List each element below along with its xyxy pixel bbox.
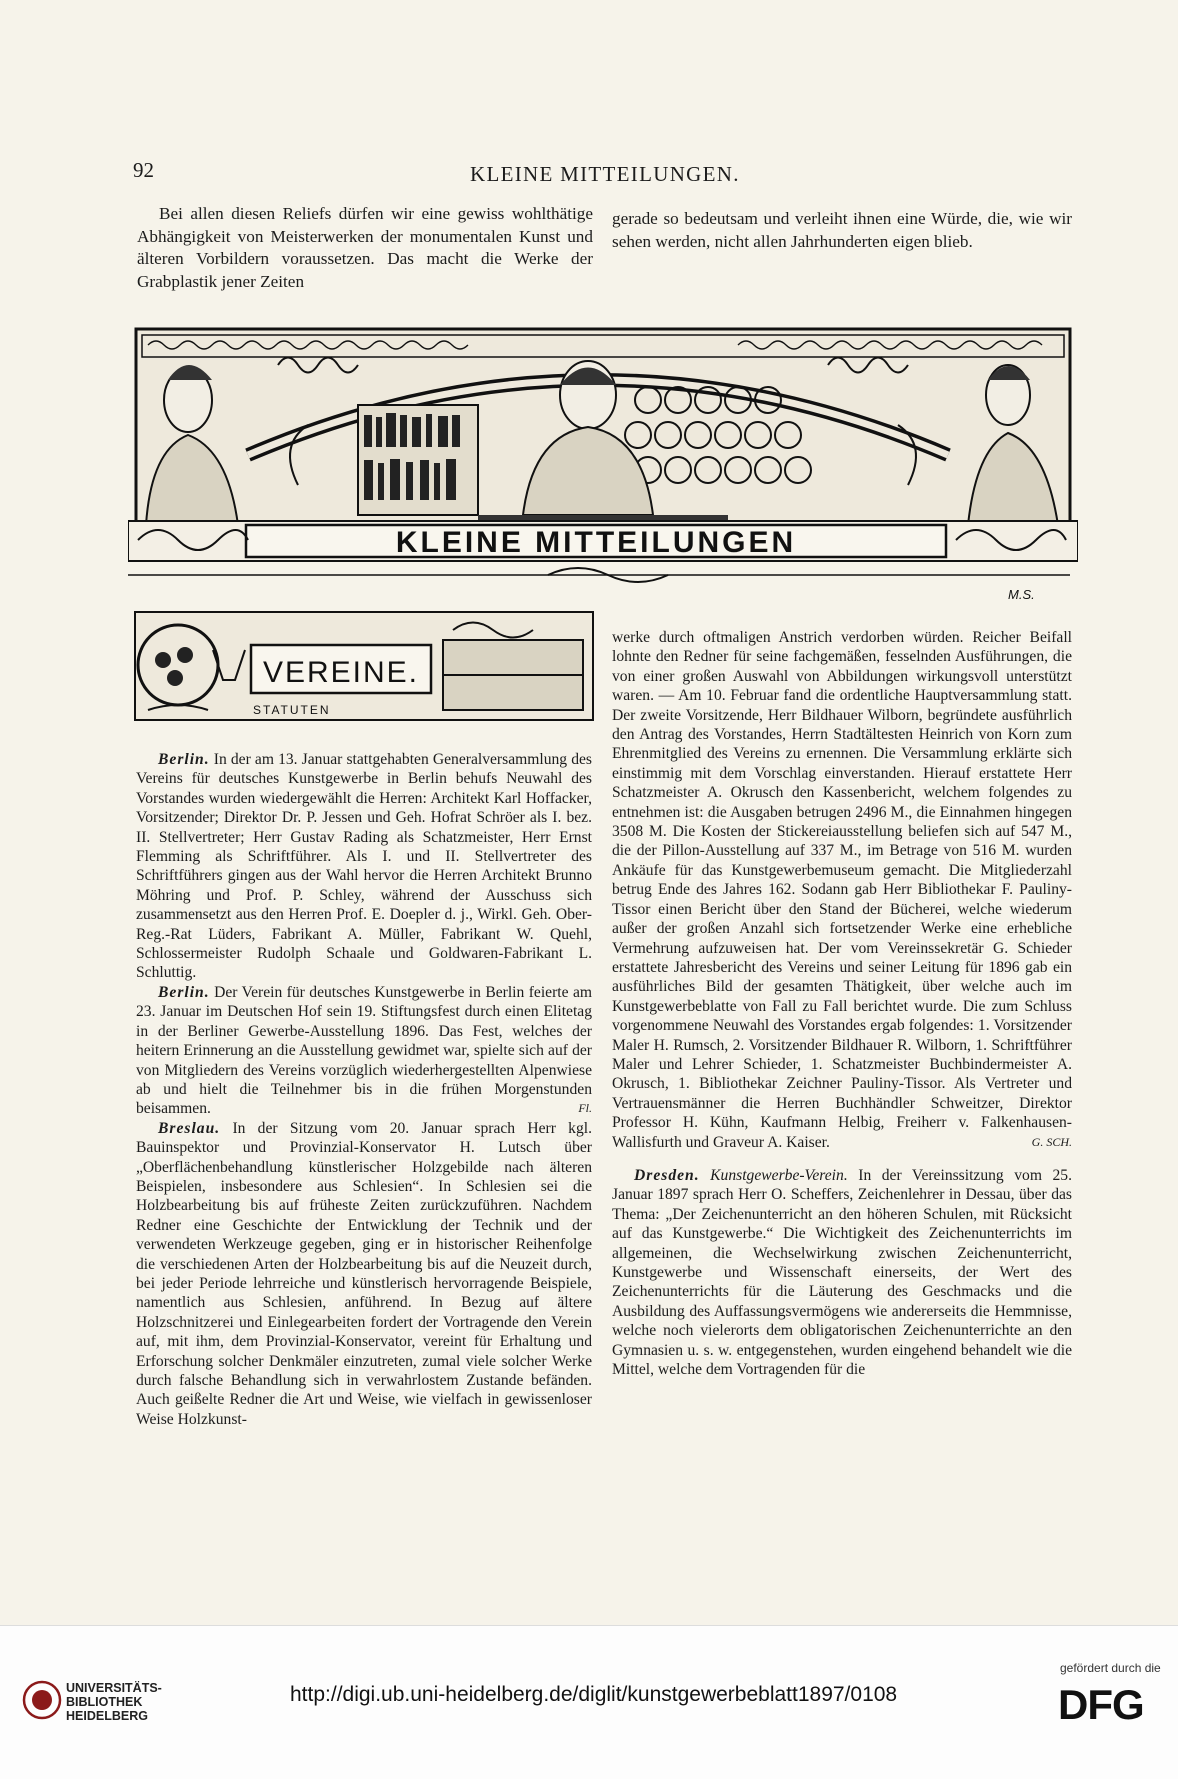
statuten-label: STATUTEN [253,703,331,717]
vereine-title: VEREINE. [262,656,420,689]
intro-right-column [612,208,1072,253]
kleine-mitteilungen-banner [128,325,1078,603]
right-column [612,628,1072,1379]
entry-dresden: Dresden. Kunstgewerbe-Verein. In der Vereinssitzung vom 25. Januar 1897 sprach Herr O. Scheffers, Zeichenlehrer in Dessau, über das Thema: „Der Zeichenunterricht an den höheren Schulen, mit Rücksicht auf das Kunstgewerbe.“ Die Wichtigkeit des Zeichenunterrichts im allgemeinen, die Wechselwirkung zwischen Zeichenunterricht, Kunstgewerbe und Wissenschaft einerseits, der Wert des Zeichenunterrichts für die Läuterung des Geschmacks und die Ausbildung des Auffassungsvermögens wie andererseits die Hemmnisse, welche noch vielerorts dem obligatorischen Zeichenunterrichte an den Gymnasien u. s. w. entgegenstehen, wurden eingehend behandelt wie die Mittel, welche dem Vortragenden für die [612,1166,1072,1379]
vereine-header-ornament [133,610,595,725]
banner-title: KLEINE MITTEILUNGEN [395,526,797,559]
intro-left-column [137,203,593,293]
dfg-logo[interactable]: DFG [1058,1681,1144,1728]
entry-berlin-2: Berlin. Der Verein für deutsches Kunstgewerbe in Berlin feierte am 23. Januar im Deutschen Hof sein 19. Stiftungsfest durch einen Elitetag in der Berliner Gewerbe-Ausstellung 1896. Das Fest, welches der heitern Erinnerung an die Ausstellung gewidmet war, spielte sich auf der von Mitgliedern des Vereins vorzüglich wiederhergestellten Alpenwiese ab und hielt die Teilnehmer bis in die frühen Morgenstunden beisammen. Fl. [136,983,592,1118]
university-seal-icon [22,1680,62,1720]
banner-monogram: M.S. [1008,587,1035,602]
sponsor-text: gefördert durch die [1060,1661,1161,1675]
entry-berlin-1: Berlin. In der am 13. Januar stattgehabten Generalversammlung des Vereins für deutsches Kunstgewerbe in Berlin behufs Neuwahl des Vorstandes wurden wiedergewählt die Herren: Architekt Karl Hoffacker, Vorsitzender; Direktor Dr. P. Jessen und Geh. Hofrat Schröer als I. bez. II. Stellvertreter; Herr Gustav Rading als Schatzmeister, Herr Ernst Flemming als Schriftführer. Als I. und II. Stellvertreter des Schriftführers gingen aus der Wahl hervor die Herren Architekt Brunno Möhring und Prof. P. Schley, während der Ausschuss sich zusammensetzt aus den Herren Prof. E. Doepler d. j., Wirkl. Geh. Ober-Reg.-Rat Lüders, Fabrikant A. Müller, Fabrikant W. Quehl, Schlossermeister Rudolph Schaale und Goldwaren-Fabrikant L. Schluttig. [136,751,593,982]
left-column [136,750,592,1429]
intro-left-text: Bei allen diesen Reliefs dürfen wir eine gewiss wohlthätige Abhängigkeit von Meisterwerken der monumentalen Kunst und älteren Vorbildern voraussetzen. Das macht die Werke der Grabplastik jener Zeiten [137,204,593,291]
entry-breslau: Breslau. In der Sitzung vom 20. Januar sprach Herr kgl. Bauinspektor und Provinzial-Konservator H. Lutsch über „Oberflächenbehandlung künstlerischer Holzgebilde nach älteren Beispielen, insbesondere aus Schlesien“. In Schlesien sei die Holzbearbeitung bis auf früheste Zeiten zurückzuführen. Nachdem Redner eine Geschichte der Entwicklung der Technik und der verwendeten Werkzeuge gegeben, ging er in historischer Reihenfolge die verschiedenen Arten der Holzbearbeitung bis auf die Neuzeit durch, bei jeder Periode lehrreiche und künstlerisch hervorragende Beispiele, namentlich aus Schlesien, anführend. In Bezug auf ältere Holzschnitzerei und Einlegearbeiten fordert der Vortragende den Verein auf, mit ihm, dem Provinzial-Konservator, vereint für Erhaltung und Erforschung solcher Denkmäler einzutreten, zumal viele solcher Werke durch falsche Behandlung sich in verwahrlostem Zustande befänden. Auch geißelte Redner die Art und Weise, wie vielfach in gewissenloser Weise Holzkunst- [136,1119,592,1428]
running-head: KLEINE MITTEILUNGEN. [470,162,740,186]
digitization-footer [0,1625,1178,1779]
page-number: 92 [133,158,154,182]
library-name[interactable]: UNIVERSITÄTS- BIBLIOTHEK HEIDELBERG [66,1681,162,1723]
page-url-link[interactable]: http://digi.ub.uni-heidelberg.de/diglit/kunstgewerbeblatt1897/0108 [290,1683,898,1706]
entry-breslau-continued: werke durch oftmaligen Anstrich verdorben würden. Reicher Beifall lohnte den Redner für seine fachgemäßen, fesselnden Ausführungen, die von einer großen Auswahl von Abbildungen wirkungsvoll unterstützt waren. — Am 10. Februar fand die ordentliche Hauptversammlung statt. Der zweite Vorsitzende, Herr Bildhauer Wilborn, begründete ausführlich den Antrag des Vorstandes, Herrn Stadtältesten Heinrich von Korn zum Ehrenmitglied des Vereins zu ernennen. Die Versammlung erklärte sich einstimmig mit dem Vorschlag einverstanden. Hierauf erstattete Herr Schatzmeister A. Okrusch den Kassenbericht, welchem folgendes zu entnehmen ist: die Ausgaben betrugen 2496 M., die Einnahmen hingegen 3508 M. Die Kosten der Stickereiausstellung beliefen sich auf 547 M., die der Pillon-Ausstellung auf 337 M., im Betrage von 516 M. wurden Ankäufe für das Kunstgewerbemuseum gemacht. Die Mitgliederzahl betrug Ende des Jahres 162. Sodann gab Herr Bibliothekar F. Pauliny-Tissor einen Bericht über den Stand der Bücherei, welche wiederum außer der großen Anzahl sich fortsetzender Werke eine erhebliche Vermehrung aufzuweisen hat. Der vom Vereinssekretär G. Schieder erstattete Jahresbericht des Vereins und seiner Leitung für 1896 gab ein ausführliches Bild der gesamten Thätigkeit, über welche auch im Kunstgewerbeblatte von Fall zu Fall berichtet wurde. Die zum Schluss vorgenommene Neuwahl des Vorstandes ergab folgendes: 1. Vorsitzender Maler H. Rumsch, 2. Vorsitzender Bildhauer R. Wilborn, 1. Schriftführer Maler und Lehrer Schieder, 1. Schatzmeister Buchbindermeister A. Okrusch, 1. Bibliothekar Zeichner Pauliny-Tissor. Als Vertreter und Vertrauensmänner die Herren Buchhändler Schweitzer, Direktor Professor H. Kühn, Kaufmann Helbig, Freiherr v. Falkenhausen-Wallisfurth und Graveur A. Kaiser. G. SCH. [612,629,1072,1151]
intro-right-text: gerade so bedeutsam und verleiht ihnen eine Würde, die, wie wir sehen werden, nicht allen Jahrhunderten eigen blieb. [612,209,1072,251]
